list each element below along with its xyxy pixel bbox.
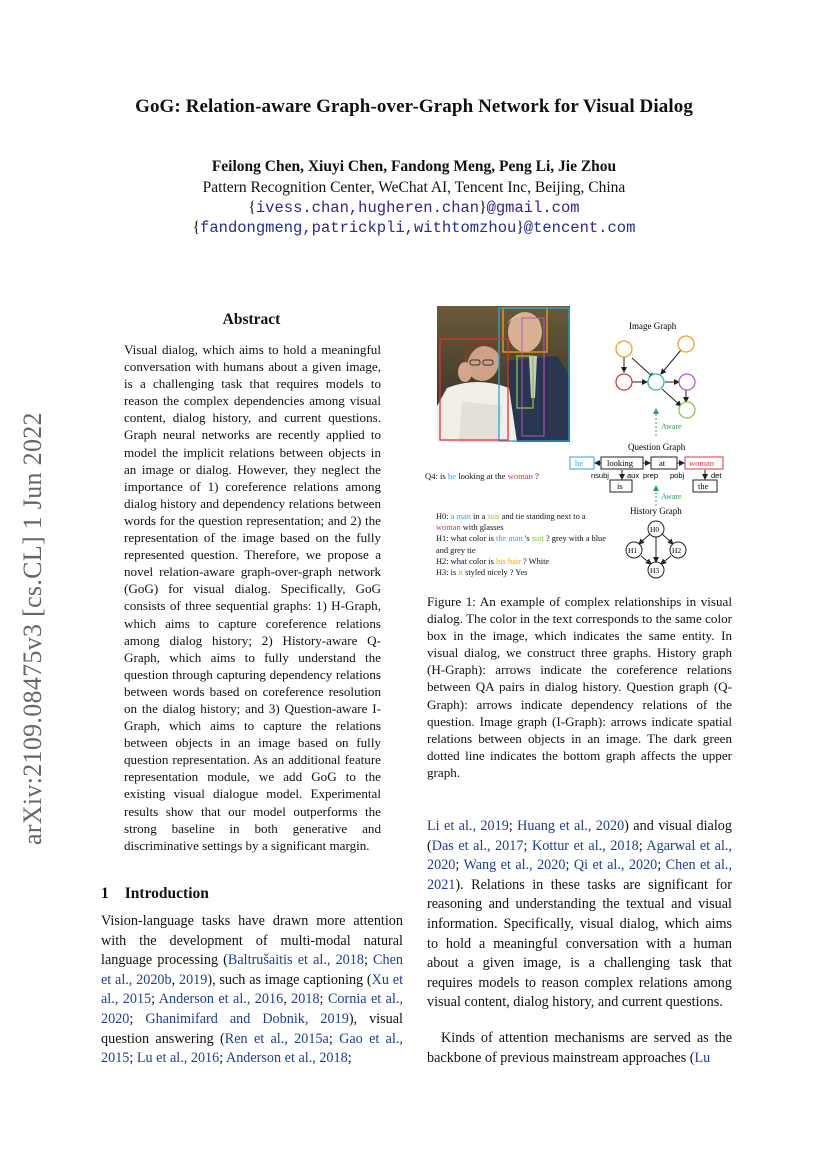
question-graph <box>570 457 723 492</box>
text-run: ; <box>151 991 159 1008</box>
citation-link[interactable]: Huang et al., 2020 <box>517 818 625 834</box>
email-users-2: fandongmeng,patrickpli,withtomzhou <box>200 219 517 237</box>
intro-paragraph-2 <box>427 1029 732 1068</box>
entity-his-hair: his hair <box>496 556 521 566</box>
email-users-1: ivess.chan,hugheren.chan <box>255 199 480 217</box>
affiliation: Pattern Recognition Center, WeChat AI, Tencent Inc, Beijing, China <box>202 179 626 196</box>
arxiv-identifier: arXiv:2109.08475v3 [cs.CL] 1 Jun 2022 <box>18 412 47 845</box>
citation-link[interactable]: Ren et al., 2015a <box>224 1030 329 1047</box>
entity-woman: woman <box>436 523 461 533</box>
node-green <box>679 402 695 418</box>
text-run: ) and visual dialog ( <box>427 818 732 854</box>
history-graph <box>626 521 686 578</box>
text-run: ; <box>319 991 328 1008</box>
node-orange-2 <box>678 336 694 352</box>
node-purple <box>679 374 695 390</box>
section-number: 1 <box>101 885 109 902</box>
citation-link[interactable]: Xu et al., 2015 <box>101 971 404 1008</box>
citation-link[interactable]: Chen et al., 2020b <box>101 952 403 988</box>
text-run: ? White <box>520 556 550 566</box>
text-run: in a <box>470 512 488 521</box>
h-node-1-label: H1 <box>628 546 638 555</box>
text-run: and tie standing next to a <box>499 512 586 521</box>
text-run: styled nicely ? Yes <box>463 568 528 578</box>
citation-link[interactable]: Anderson et al., 2018 <box>225 1050 348 1067</box>
intro-paragraph-1 <box>101 912 403 1069</box>
image-graph <box>616 336 695 418</box>
q-word-woman: woman <box>689 458 715 468</box>
h-node-2-label: H2 <box>672 546 682 555</box>
text-run: ; <box>363 952 374 969</box>
history-h0 <box>436 511 611 533</box>
entity-he: he <box>447 471 457 481</box>
history-h1 <box>436 533 611 555</box>
text-run: ), such as image captioning ( <box>207 971 372 988</box>
text-run: , <box>283 991 292 1008</box>
entity-suit: suit <box>531 534 544 544</box>
abstract-text: Visual dialog, which aims to hold a meaningful conversation with humans about a given image, is a challenging task that requires models to reason the complex dependencies among visual content, dialog history, and current questions. Graph neural networks are recently applied to model the implicit relations between objects in an image or dialog. However, they neglect the importance of 1) coreference relations among dialog history and dependency relations between words for the question representation; and 2) the representation of the image based on the fully represented question. Therefore, we propose a novel relation-aware graph-over-graph network (GoG) for visual dialog. Specifically, GoG consists of three sequential graphs: 1) H-Graph, which aims to capture coreference relations among dialog history; 2) History-aware Q-Graph, which aims to fully understand the question through capturing dependency relations between words based on coreference resolution on the dialog history; and 3) Question-aware I-Graph, which aims to capture the relations between objects in an image based on fully question representation. As an additional feature representation module, we add GoG to the existing visual dialogue model. Experimental results show that our model outperforms the strong baseline in both generative and discriminative settings by a significant margin. <box>124 342 381 853</box>
q-word-looking: looking <box>607 458 633 468</box>
citation-link[interactable]: Kottur et al., 2018 <box>531 837 639 854</box>
email-line-1: {ivess.chan,hugheren.chan}@gmail.com <box>248 199 580 217</box>
citation-link[interactable]: Baltrušaitis et al., 2018 <box>227 952 364 969</box>
text-run: H1: what color is <box>436 534 497 544</box>
text-run: ), visual question answering ( <box>101 1010 403 1047</box>
history-h3 <box>436 567 611 578</box>
text-run: H0: <box>436 512 451 521</box>
text-run: with glasses <box>460 523 504 533</box>
citation-link[interactable]: Das et al., 2017 <box>431 837 524 854</box>
citation-link[interactable]: 2019 <box>178 971 208 988</box>
citation-link[interactable]: Ghanimifard and Dobnik, 2019 <box>145 1010 349 1027</box>
text-run: , <box>171 971 179 988</box>
aware-label-2: Aware <box>661 492 682 501</box>
dep-pobj: pobj <box>670 471 685 480</box>
entity-the-man: the man <box>496 534 523 544</box>
node-red <box>616 374 632 390</box>
author-list: Feilong Chen, Xiuyi Chen, Fandong Meng, Peng Li, Jie Zhou <box>211 158 617 175</box>
section-title: Introduction <box>124 885 209 902</box>
q-word-he: he <box>575 458 584 468</box>
image-graph-label: Image Graph <box>629 321 677 331</box>
h-node-0-label: H0 <box>650 525 660 534</box>
dep-aux: aux <box>627 471 640 480</box>
entity-suit: suit <box>487 512 500 521</box>
citation-link[interactable]: Qi et al., 2020 <box>573 857 658 874</box>
history-graph-label: History Graph <box>630 506 682 516</box>
h-node-3-label: H3 <box>650 566 660 575</box>
citation-link[interactable]: Anderson et al., 2016 <box>158 991 284 1008</box>
text-run: ; <box>638 837 647 854</box>
entity-woman: woman <box>507 471 533 481</box>
node-teal <box>648 374 664 390</box>
text-run: Vision-language tasks have drawn more attention with the development of multi-modal natural language processing ( <box>101 913 403 969</box>
text-run: ). Relations in these tasks are significant for reasoning and understanding the textual and visual information. Specifically, visual dialog, which aims to hold a meaningful conversation with a human about a given image, is a challenging task that requires models to reason complex relations among visual content, dialog history, and current questions. <box>427 876 732 1011</box>
citation-link[interactable]: Li et al., 2019 <box>427 818 509 834</box>
entity-man: a man <box>450 512 471 521</box>
q-word-the: the <box>698 481 709 491</box>
entity-it: it <box>458 568 463 578</box>
email-domain-2: @tencent.com <box>523 219 636 237</box>
text-run: ; <box>508 818 518 834</box>
dep-nsubj: nsubj <box>591 471 609 480</box>
text-run: H3: is <box>436 568 459 578</box>
text-run: Kinds of attention mechanisms are served as the backbone of previous mainstream approaches ( <box>427 1030 732 1066</box>
email-line-2: {fandongmeng,patrickpli,withtomzhou}@tencent.com <box>192 219 636 237</box>
citation-link[interactable]: Chen et al., 2021 <box>427 857 733 893</box>
citation-link[interactable]: 2018 <box>291 991 320 1008</box>
citation-link[interactable]: Agarwal et al., 2020 <box>427 837 732 874</box>
dep-det: det <box>711 471 722 480</box>
aware-label-1: Aware <box>661 422 682 431</box>
text-run: Q4: is <box>425 471 448 481</box>
figure-caption: Figure 1: An example of complex relationships in visual dialog. The color in the text corresponds to the same color box in the image, which indicates the same entity. In visual dialog, we construct three graphs. History graph (H-Graph): arrows indicate the coreference relations between QA pairs in dialog history. Question graph (Q-Graph): arrows indicate dependency relations of the question. Image graph (I-Graph): arrows indicate spatial relations between objects in an image. The dark green dotted line indicates the bottom graph affects the upper graph. <box>427 594 732 780</box>
text-run: ; <box>523 837 532 854</box>
text-run: ; <box>347 1050 352 1067</box>
dep-prep: prep <box>643 471 659 480</box>
text-run: ; <box>129 1010 146 1027</box>
node-orange <box>616 341 632 357</box>
text-run: ; <box>328 1030 340 1047</box>
text-run: ? <box>532 471 539 481</box>
history-h2 <box>436 556 611 567</box>
citation-link[interactable]: Wang et al., 2020 <box>463 857 566 874</box>
text-run: ; <box>219 1050 226 1067</box>
citation-link[interactable]: Lu et al., 2016 <box>136 1050 220 1067</box>
citation-link[interactable]: Cornia et al., 2020 <box>101 991 403 1027</box>
text-run: ; <box>129 1050 137 1067</box>
text-run: ? grey with a blue and grey tie <box>436 534 606 555</box>
citation-link[interactable]: Gao et al., 2015 <box>101 1030 403 1067</box>
intro-paragraph-1-continued <box>427 817 732 1013</box>
citation-link[interactable]: Lu <box>694 1049 711 1066</box>
email-domain-1: @gmail.com <box>486 199 580 217</box>
question-graph-label: Question Graph <box>628 442 686 452</box>
q-word-is: is <box>617 481 623 491</box>
q-word-at: at <box>659 458 666 468</box>
text-run: ; <box>657 857 666 874</box>
text-run: ; <box>455 857 464 874</box>
paper-title: GoG: Relation-aware Graph-over-Graph Network for Visual Dialog <box>135 96 693 117</box>
text-run: ; <box>565 857 574 874</box>
dialog-history <box>436 511 611 578</box>
text-run: looking at the <box>456 471 508 481</box>
text-run: H2: what color is <box>436 556 497 566</box>
abstract-heading: Abstract <box>222 311 281 328</box>
text-run: 's <box>522 534 532 544</box>
current-question <box>425 471 539 481</box>
section-heading-introduction <box>101 885 209 903</box>
